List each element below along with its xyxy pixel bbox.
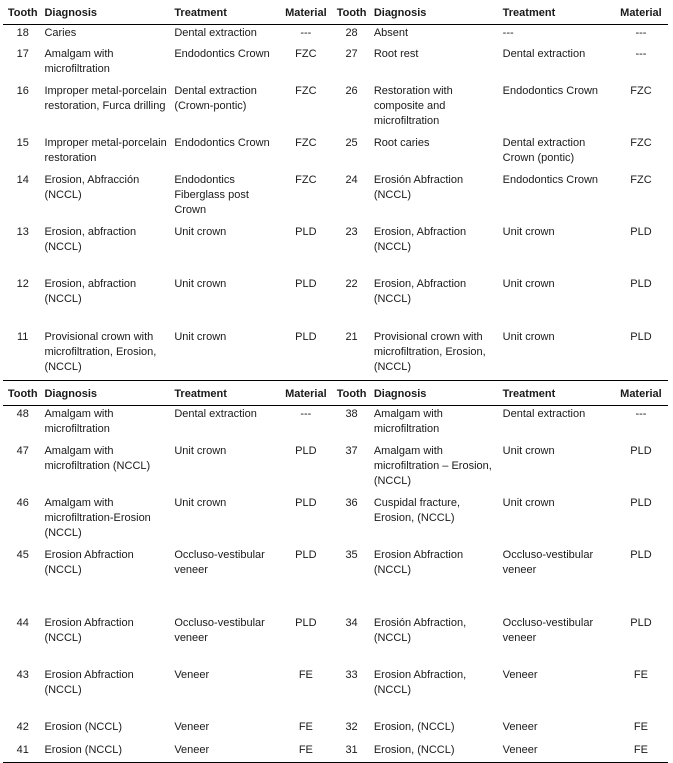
diagnosis-cell: Erosion Abfraction, (NCCL) bbox=[373, 668, 467, 696]
material-cell: FZC bbox=[295, 84, 317, 97]
tooth-number-cell: 42 bbox=[16, 720, 29, 733]
material-cell: PLD bbox=[630, 225, 652, 238]
table-row bbox=[3, 329, 668, 381]
tooth-number-cell: 14 bbox=[16, 173, 29, 186]
diagnosis-cell: Restoration with composite and microfiltration bbox=[373, 84, 453, 127]
diagnosis-cell: Amalgam with microfiltration – Erosion, (NCCL) bbox=[373, 444, 492, 487]
tooth-number-cell: 48 bbox=[16, 408, 29, 420]
tooth-number-cell: 46 bbox=[16, 496, 29, 509]
material-cell: FZC bbox=[630, 173, 652, 186]
table-row bbox=[3, 224, 668, 276]
diagnosis-cell: Erosion, Abfraction (NCCL) bbox=[373, 225, 467, 253]
tooth-number-cell: 36 bbox=[345, 496, 358, 509]
material-cell: PLD bbox=[630, 444, 652, 457]
column-header-diagnosis: Diagnosis bbox=[371, 381, 500, 406]
table-row bbox=[3, 46, 668, 83]
diagnosis-cell: Amalgam with microfiltration bbox=[44, 47, 114, 75]
diagnosis-cell: Erosion, Abfracción (NCCL) bbox=[44, 173, 140, 201]
table-row bbox=[3, 742, 668, 763]
material-cell: PLD bbox=[295, 277, 317, 290]
material-cell: FE bbox=[298, 720, 313, 733]
material-cell: PLD bbox=[630, 330, 652, 343]
diagnosis-cell: Provisional crown with microfiltration, Erosion, (NCCL) bbox=[44, 330, 157, 373]
treatment-cell: Endodontics Crown bbox=[502, 173, 599, 186]
diagnosis-cell: Absent bbox=[373, 27, 409, 39]
treatment-cell: Endodontics Fiberglass post Crown bbox=[174, 173, 249, 216]
treatment-cell: Unit crown bbox=[502, 277, 555, 290]
treatment-cell: Unit crown bbox=[174, 277, 227, 290]
treatment-cell: Endodontics Crown bbox=[502, 84, 599, 97]
diagnosis-cell: Erosion Abfraction (NCCL) bbox=[44, 548, 134, 576]
material-cell: FE bbox=[279, 742, 331, 763]
column-header-diagnosis: Diagnosis bbox=[41, 381, 171, 406]
diagnosis-cell: Root caries bbox=[373, 136, 430, 149]
treatment-cell: Unit crown bbox=[174, 330, 227, 343]
material-cell: --- bbox=[635, 408, 647, 420]
diagnosis-cell: Provisional crown with microfiltration, Erosion, (NCCL) bbox=[373, 330, 486, 373]
material-cell: PLD bbox=[295, 496, 317, 509]
diagnosis-cell: Erosión Abfraction (NCCL) bbox=[373, 173, 464, 201]
table-row bbox=[3, 495, 668, 547]
diagnosis-cell: Erosion, abfraction (NCCL) bbox=[44, 277, 137, 305]
treatment-cell: --- bbox=[502, 27, 514, 39]
column-header-tooth: Tooth bbox=[3, 0, 41, 25]
dental-treatment-table bbox=[3, 0, 668, 763]
table-header-row bbox=[3, 0, 668, 25]
diagnosis-cell: Erosion Abfraction (NCCL) bbox=[44, 668, 134, 696]
treatment-cell: Veneer bbox=[174, 668, 210, 681]
material-cell: --- bbox=[635, 47, 647, 60]
treatment-cell: Dental extraction bbox=[502, 47, 586, 60]
treatment-cell: Occluso-vestibular veneer bbox=[174, 548, 265, 576]
treatment-cell: Veneer bbox=[500, 742, 613, 763]
tooth-number-cell: 32 bbox=[345, 720, 358, 733]
material-cell: FZC bbox=[295, 173, 317, 186]
treatment-cell: Endodontics Crown bbox=[174, 136, 270, 149]
column-header-tooth: Tooth bbox=[331, 381, 370, 406]
tooth-number-cell: 17 bbox=[16, 47, 29, 60]
diagnosis-cell: Erosion, abfraction (NCCL) bbox=[44, 225, 137, 253]
material-cell: FE bbox=[613, 742, 668, 763]
table-body bbox=[3, 0, 668, 763]
tooth-number-cell: 43 bbox=[16, 668, 29, 681]
diagnosis-cell: Erosion (NCCL) bbox=[41, 742, 171, 763]
tooth-number-cell: 47 bbox=[16, 444, 29, 457]
column-header-material: Material bbox=[613, 0, 668, 25]
column-header-diagnosis: Diagnosis bbox=[41, 0, 171, 25]
tooth-number-cell: 13 bbox=[16, 225, 29, 238]
material-cell: PLD bbox=[630, 496, 652, 509]
tooth-number-cell: 26 bbox=[345, 84, 358, 97]
tooth-number-cell: 31 bbox=[331, 742, 370, 763]
diagnosis-cell: Caries bbox=[44, 27, 77, 39]
material-cell: FE bbox=[298, 668, 313, 681]
column-header-diagnosis: Diagnosis bbox=[371, 0, 500, 25]
treatment-cell: Veneer bbox=[502, 720, 538, 733]
diagnosis-cell: Amalgam with microfiltration-Erosion (NCCL) bbox=[44, 496, 151, 539]
diagnosis-cell: Amalgam with microfiltration bbox=[44, 408, 114, 435]
tooth-number-cell: 27 bbox=[345, 47, 358, 60]
material-cell: PLD bbox=[295, 548, 317, 561]
treatment-cell: Occluso-vestibular veneer bbox=[174, 616, 265, 644]
material-cell: FZC bbox=[630, 84, 652, 97]
column-header-treatment: Treatment bbox=[171, 0, 279, 25]
column-header-material: Material bbox=[279, 0, 331, 25]
material-cell: PLD bbox=[295, 616, 317, 629]
tooth-number-cell: 22 bbox=[345, 277, 358, 290]
column-header-treatment: Treatment bbox=[500, 381, 613, 406]
diagnosis-cell: Erosion Abfraction (NCCL) bbox=[373, 548, 464, 576]
treatment-cell: Unit crown bbox=[502, 330, 555, 343]
material-cell: --- bbox=[635, 27, 647, 39]
table-row bbox=[3, 667, 668, 719]
tooth-number-cell: 23 bbox=[345, 225, 358, 238]
column-header-tooth: Tooth bbox=[3, 381, 41, 406]
material-cell: FZC bbox=[295, 47, 317, 60]
tooth-number-cell: 12 bbox=[16, 277, 29, 290]
tooth-number-cell: 25 bbox=[345, 136, 358, 149]
tooth-number-cell: 34 bbox=[345, 616, 358, 629]
material-cell: --- bbox=[300, 408, 312, 420]
tooth-number-cell: 38 bbox=[345, 408, 358, 420]
treatment-cell: Unit crown bbox=[502, 225, 555, 238]
treatment-cell: Dental extraction bbox=[502, 408, 586, 420]
diagnosis-cell: Improper metal-porcelain restoration bbox=[44, 136, 167, 164]
column-header-treatment: Treatment bbox=[171, 381, 279, 406]
tooth-number-cell: 28 bbox=[345, 27, 358, 39]
material-cell: PLD bbox=[630, 277, 652, 290]
tooth-number-cell: 18 bbox=[16, 27, 29, 39]
treatment-cell: Endodontics Crown bbox=[174, 47, 270, 60]
tooth-number-cell: 41 bbox=[3, 742, 41, 763]
diagnosis-cell: Erosion, (NCCL) bbox=[371, 742, 500, 763]
tooth-number-cell: 37 bbox=[345, 444, 358, 457]
treatment-cell: Unit crown bbox=[174, 444, 227, 457]
material-cell: FE bbox=[633, 668, 648, 681]
diagnosis-cell: Erosion (NCCL) bbox=[44, 720, 123, 733]
material-cell: PLD bbox=[295, 444, 317, 457]
table-row bbox=[3, 276, 668, 329]
diagnosis-cell: Erosion, (NCCL) bbox=[373, 720, 455, 733]
material-cell: FZC bbox=[630, 136, 652, 149]
table-row bbox=[3, 719, 668, 742]
table-row bbox=[3, 25, 668, 46]
diagnosis-cell: Erosion, Abfraction (NCCL) bbox=[373, 277, 467, 305]
tooth-number-cell: 45 bbox=[16, 548, 29, 561]
treatment-cell: Occluso-vestibular veneer bbox=[502, 548, 594, 576]
treatment-cell: Dental extraction (Crown-pontic) bbox=[174, 84, 257, 112]
treatment-cell: Unit crown bbox=[174, 496, 227, 509]
treatment-cell: Dental extraction bbox=[174, 27, 257, 39]
material-cell: FZC bbox=[295, 136, 317, 149]
tooth-number-cell: 21 bbox=[345, 330, 358, 343]
material-cell: PLD bbox=[630, 548, 652, 561]
treatment-cell: Dental extraction bbox=[174, 408, 257, 420]
treatment-cell: Unit crown bbox=[502, 496, 555, 509]
table-row bbox=[3, 547, 668, 615]
diagnosis-cell: Improper metal-porcelain restoration, Furca drilling bbox=[44, 84, 167, 112]
tooth-number-cell: 44 bbox=[16, 616, 29, 629]
table-row bbox=[3, 615, 668, 667]
table-row bbox=[3, 83, 668, 135]
diagnosis-cell: Cuspidal fracture, Erosion, (NCCL) bbox=[373, 496, 461, 524]
column-header-material: Material bbox=[279, 381, 331, 406]
treatment-cell: Unit crown bbox=[174, 225, 227, 238]
diagnosis-cell: Amalgam with microfiltration bbox=[373, 408, 443, 435]
table-header-row bbox=[3, 381, 668, 406]
treatment-cell: Occluso-vestibular veneer bbox=[502, 616, 594, 644]
tooth-number-cell: 24 bbox=[345, 173, 358, 186]
material-cell: PLD bbox=[295, 330, 317, 343]
treatment-cell: Veneer bbox=[502, 668, 538, 681]
table-row bbox=[3, 135, 668, 172]
diagnosis-cell: Root rest bbox=[373, 47, 419, 60]
treatment-cell: Unit crown bbox=[502, 444, 555, 457]
column-header-treatment: Treatment bbox=[500, 0, 613, 25]
treatment-cell: Dental extraction Crown (pontic) bbox=[502, 136, 586, 164]
material-cell: --- bbox=[300, 27, 312, 39]
column-header-material: Material bbox=[613, 381, 668, 406]
table-row bbox=[3, 443, 668, 495]
tooth-number-cell: 35 bbox=[345, 548, 358, 561]
treatment-cell: Veneer bbox=[171, 742, 279, 763]
diagnosis-cell: Erosion Abfraction (NCCL) bbox=[44, 616, 134, 644]
tooth-number-cell: 16 bbox=[16, 84, 29, 97]
material-cell: FE bbox=[633, 720, 648, 733]
treatment-cell: Veneer bbox=[174, 720, 210, 733]
tooth-number-cell: 15 bbox=[16, 136, 29, 149]
diagnosis-cell: Erosión Abfraction, (NCCL) bbox=[373, 616, 467, 644]
table-row bbox=[3, 406, 668, 443]
table-row bbox=[3, 172, 668, 224]
tooth-number-cell: 33 bbox=[345, 668, 358, 681]
column-header-tooth: Tooth bbox=[331, 0, 370, 25]
tooth-number-cell: 11 bbox=[17, 330, 29, 343]
diagnosis-cell: Amalgam with microfiltration (NCCL) bbox=[44, 444, 151, 472]
material-cell: PLD bbox=[295, 225, 317, 238]
material-cell: PLD bbox=[630, 616, 652, 629]
